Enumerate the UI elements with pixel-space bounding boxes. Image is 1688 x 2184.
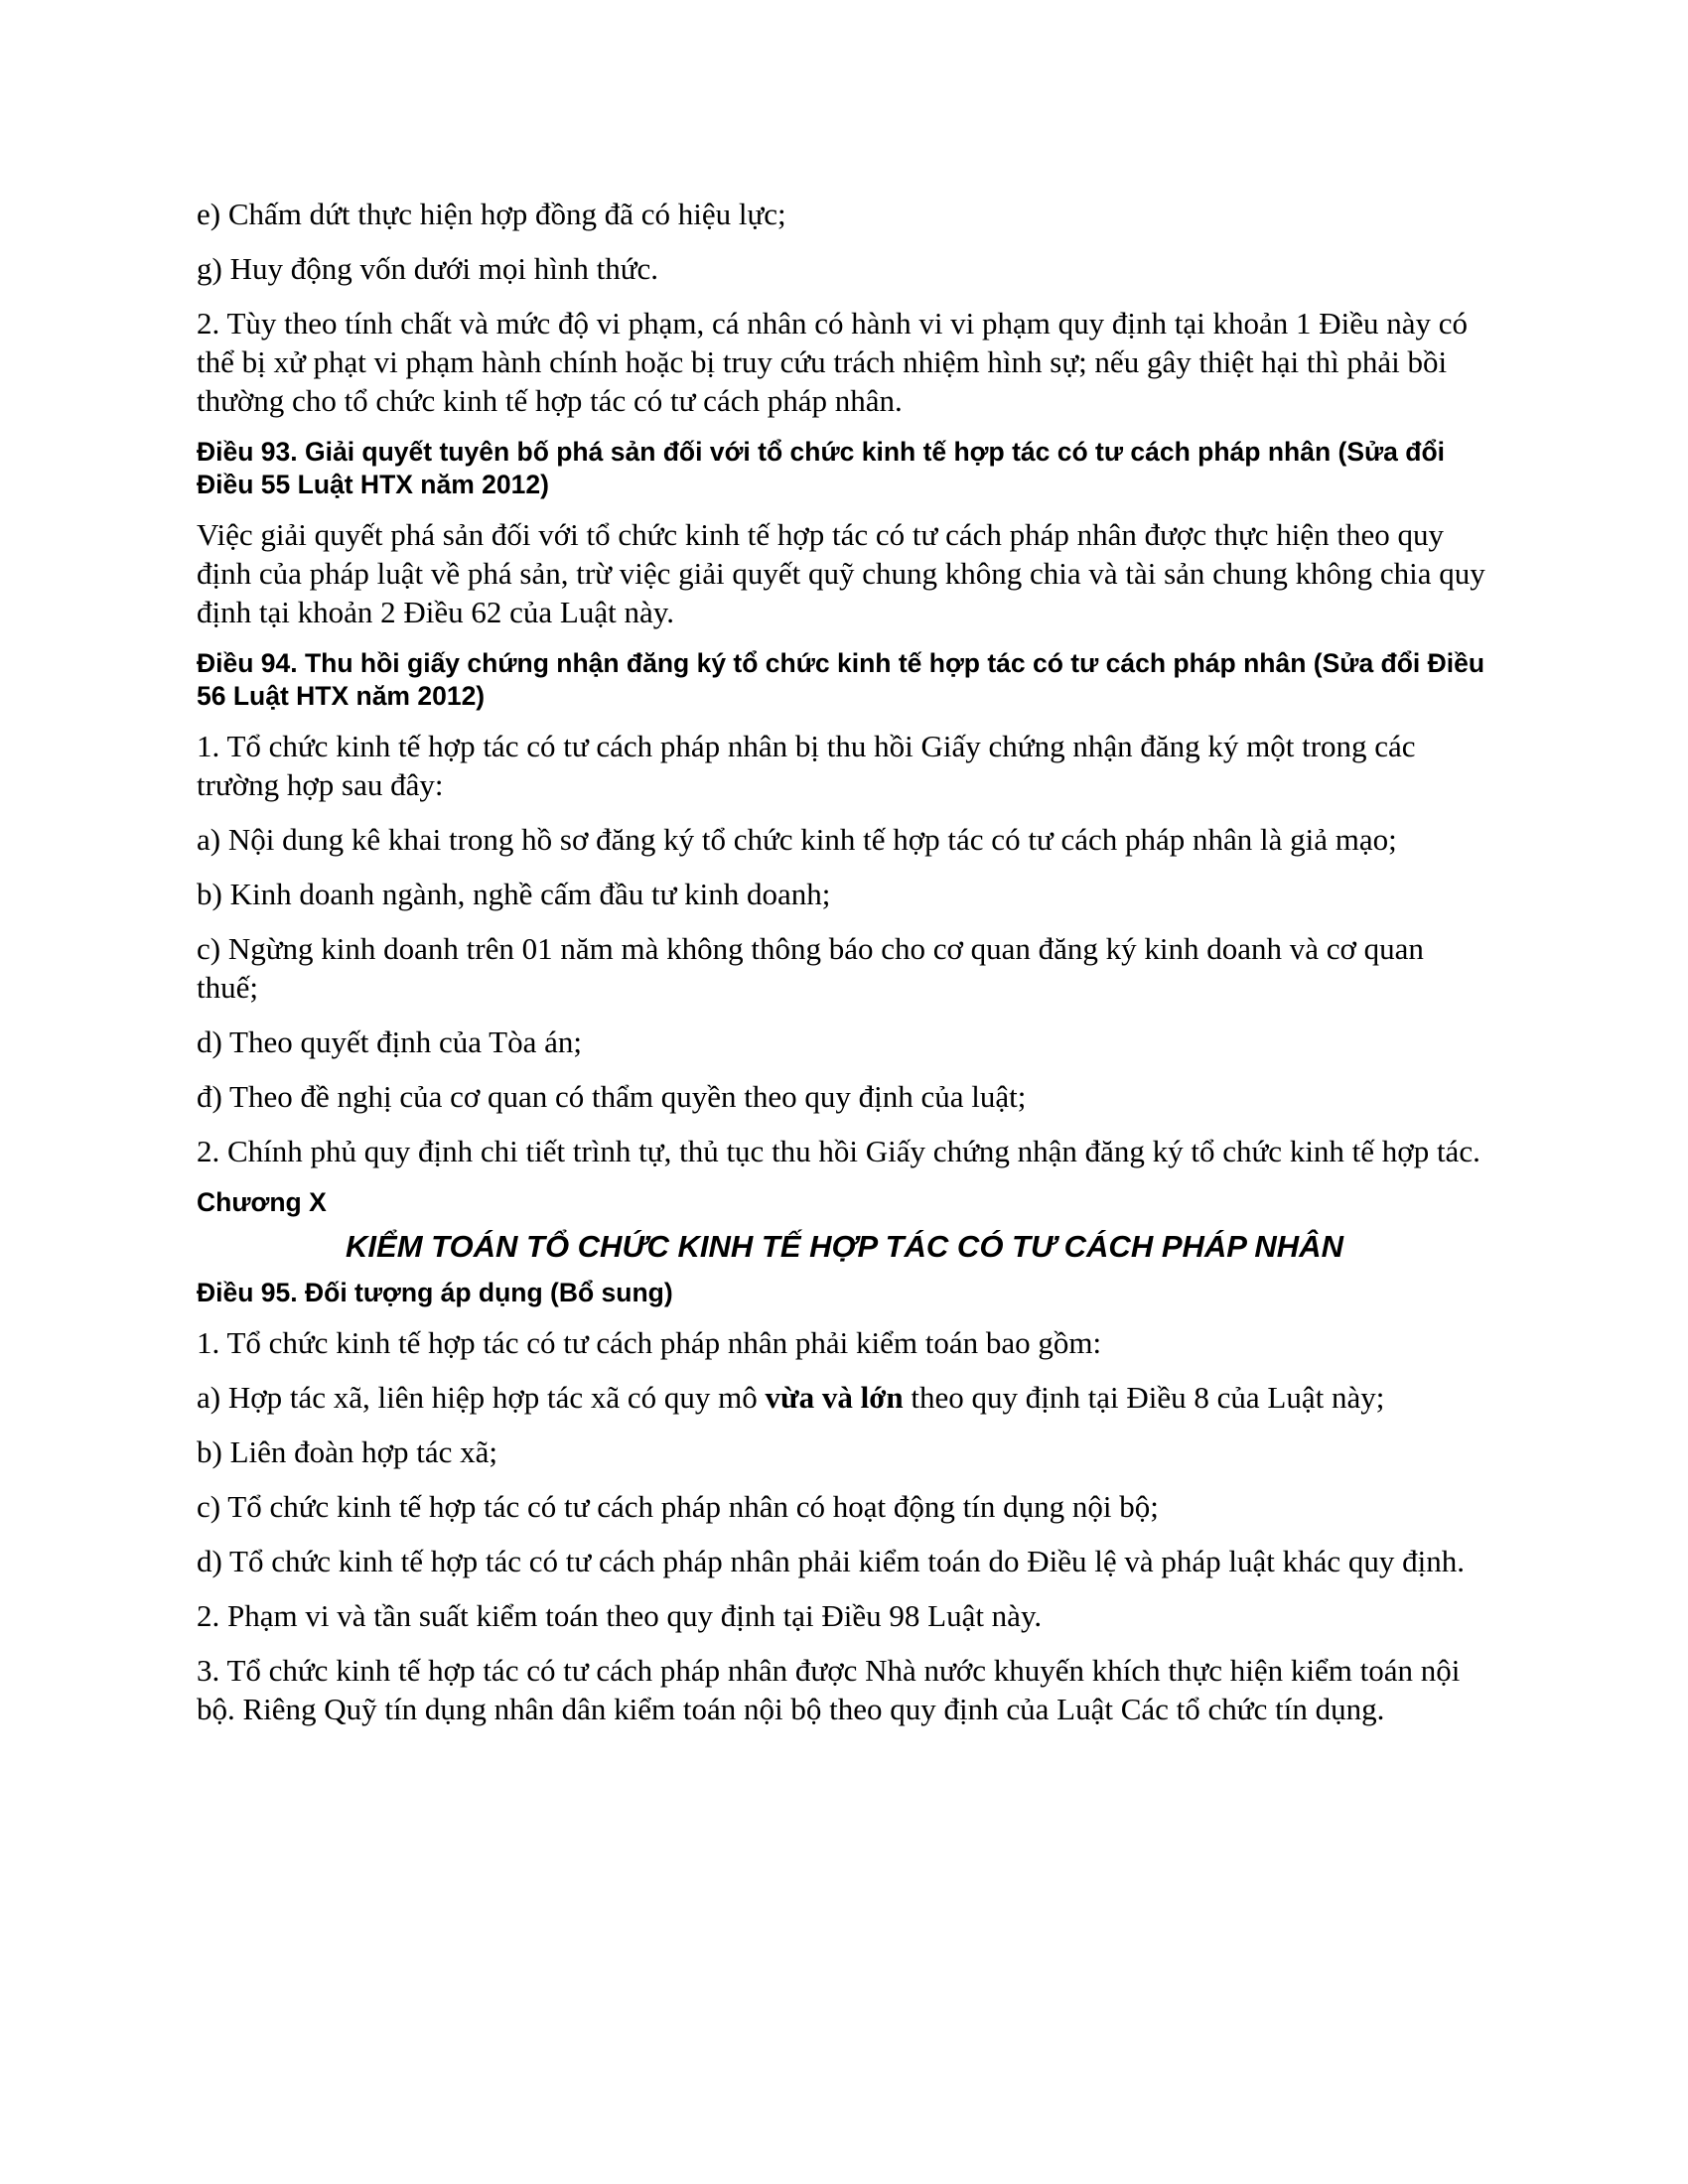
article-95-para-3: 3. Tổ chức kinh tế hợp tác có tư cách pháp nhân được Nhà nước khuyến khích thực hiện kiểm toán nội bộ. Riêng Quỹ tín dụng nhân dân kiểm toán nội bộ theo quy định của Luật Các tổ chức tín dụng. [197,1653,1461,1726]
article-94-item-b: b) Kinh doanh ngành, nghề cấm đầu tư kinh doanh; [197,877,831,911]
article-94-item-a: a) Nội dung kê khai trong hồ sơ đăng ký tổ chức kinh tế hợp tác có tư cách pháp nhân là giả mạo; [197,822,1397,857]
article-95-heading: Điều 95. Đối tượng áp dụng (Bổ sung) [197,1278,673,1307]
article-94-heading: Điều 94. Thu hồi giấy chứng nhận đăng ký tổ chức kinh tế hợp tác có tư cách pháp nhân (Sửa đổi Điều 56 Luật HTX năm 2012) [197,648,1485,711]
article-95-item-d: d) Tổ chức kinh tế hợp tác có tư cách pháp nhân phải kiểm toán do Điều lệ và pháp luật khác quy định. [197,1544,1465,1578]
article-95-item-a-bold: vừa và lớn [765,1380,904,1415]
article-95-para-1: 1. Tổ chức kinh tế hợp tác có tư cách pháp nhân phải kiểm toán bao gồm: [197,1325,1102,1360]
article-95-item-a-before: a) Hợp tác xã, liên hiệp hợp tác xã có quy mô [197,1380,766,1415]
article-93-heading: Điều 93. Giải quyết tuyên bố phá sản đối với tổ chức kinh tế hợp tác có tư cách pháp nhân (Sửa đổi Điều 55 Luật HTX năm 2012) [197,437,1446,499]
article-94-item-dd: đ) Theo đề nghị của cơ quan có thẩm quyền theo quy định của luật; [197,1079,1027,1114]
article-95-item-a-after: theo quy định tại Điều 8 của Luật này; [903,1380,1385,1415]
article-94-item-d: d) Theo quyết định của Tòa án; [197,1024,582,1059]
paragraph-2-violations: 2. Tùy theo tính chất và mức độ vi phạm, cá nhân có hành vi vi phạm quy định tại khoản 1 Điều này có thể bị xử phạt vi phạm hành chính hoặc bị truy cứu trách nhiệm hình sự; nếu gây thiệt hại thì phải bồi thường cho tổ chức kinh tế hợp tác có tư cách pháp nhân. [197,306,1469,418]
clause-e-terminate-contract: e) Chấm dứt thực hiện hợp đồng đã có hiệu lực; [197,197,786,231]
article-94-item-c: c) Ngừng kinh doanh trên 01 năm mà không thông báo cho cơ quan đăng ký kinh doanh và cơ quan thuế; [197,931,1424,1005]
article-93-body: Việc giải quyết phá sản đối với tổ chức kinh tế hợp tác có tư cách pháp nhân được thực hiện theo quy định của pháp luật về phá sản, trừ việc giải quyết quỹ chung không chia và tài sản chung không chia quy định tại khoản 2 Điều 62 của Luật này. [197,517,1485,629]
article-95-para-2: 2. Phạm vi và tần suất kiểm toán theo quy định tại Điều 98 Luật này. [197,1598,1043,1633]
article-94-para-1: 1. Tổ chức kinh tế hợp tác có tư cách pháp nhân bị thu hồi Giấy chứng nhận đăng ký một trong các trường hợp sau đây: [197,729,1416,802]
article-95-item-b: b) Liên đoàn hợp tác xã; [197,1434,498,1469]
article-95-item-c: c) Tổ chức kinh tế hợp tác có tư cách pháp nhân có hoạt động tín dụng nội bộ; [197,1489,1159,1524]
clause-g-capital-mobilization: g) Huy động vốn dưới mọi hình thức. [197,251,659,286]
document-page [197,195,1492,1744]
chapter-title: KIỂM TOÁN TỔ CHỨC KINH TẾ HỢP TÁC CÓ TƯ CÁCH PHÁP NHÂN [346,1229,1343,1264]
chapter-label: Chương X [197,1187,327,1217]
article-94-para-2: 2. Chính phủ quy định chi tiết trình tự, thủ tục thu hồi Giấy chứng nhận đăng ký tổ chức kinh tế hợp tác. [197,1134,1480,1168]
article-95-item-a [197,1378,1492,1417]
